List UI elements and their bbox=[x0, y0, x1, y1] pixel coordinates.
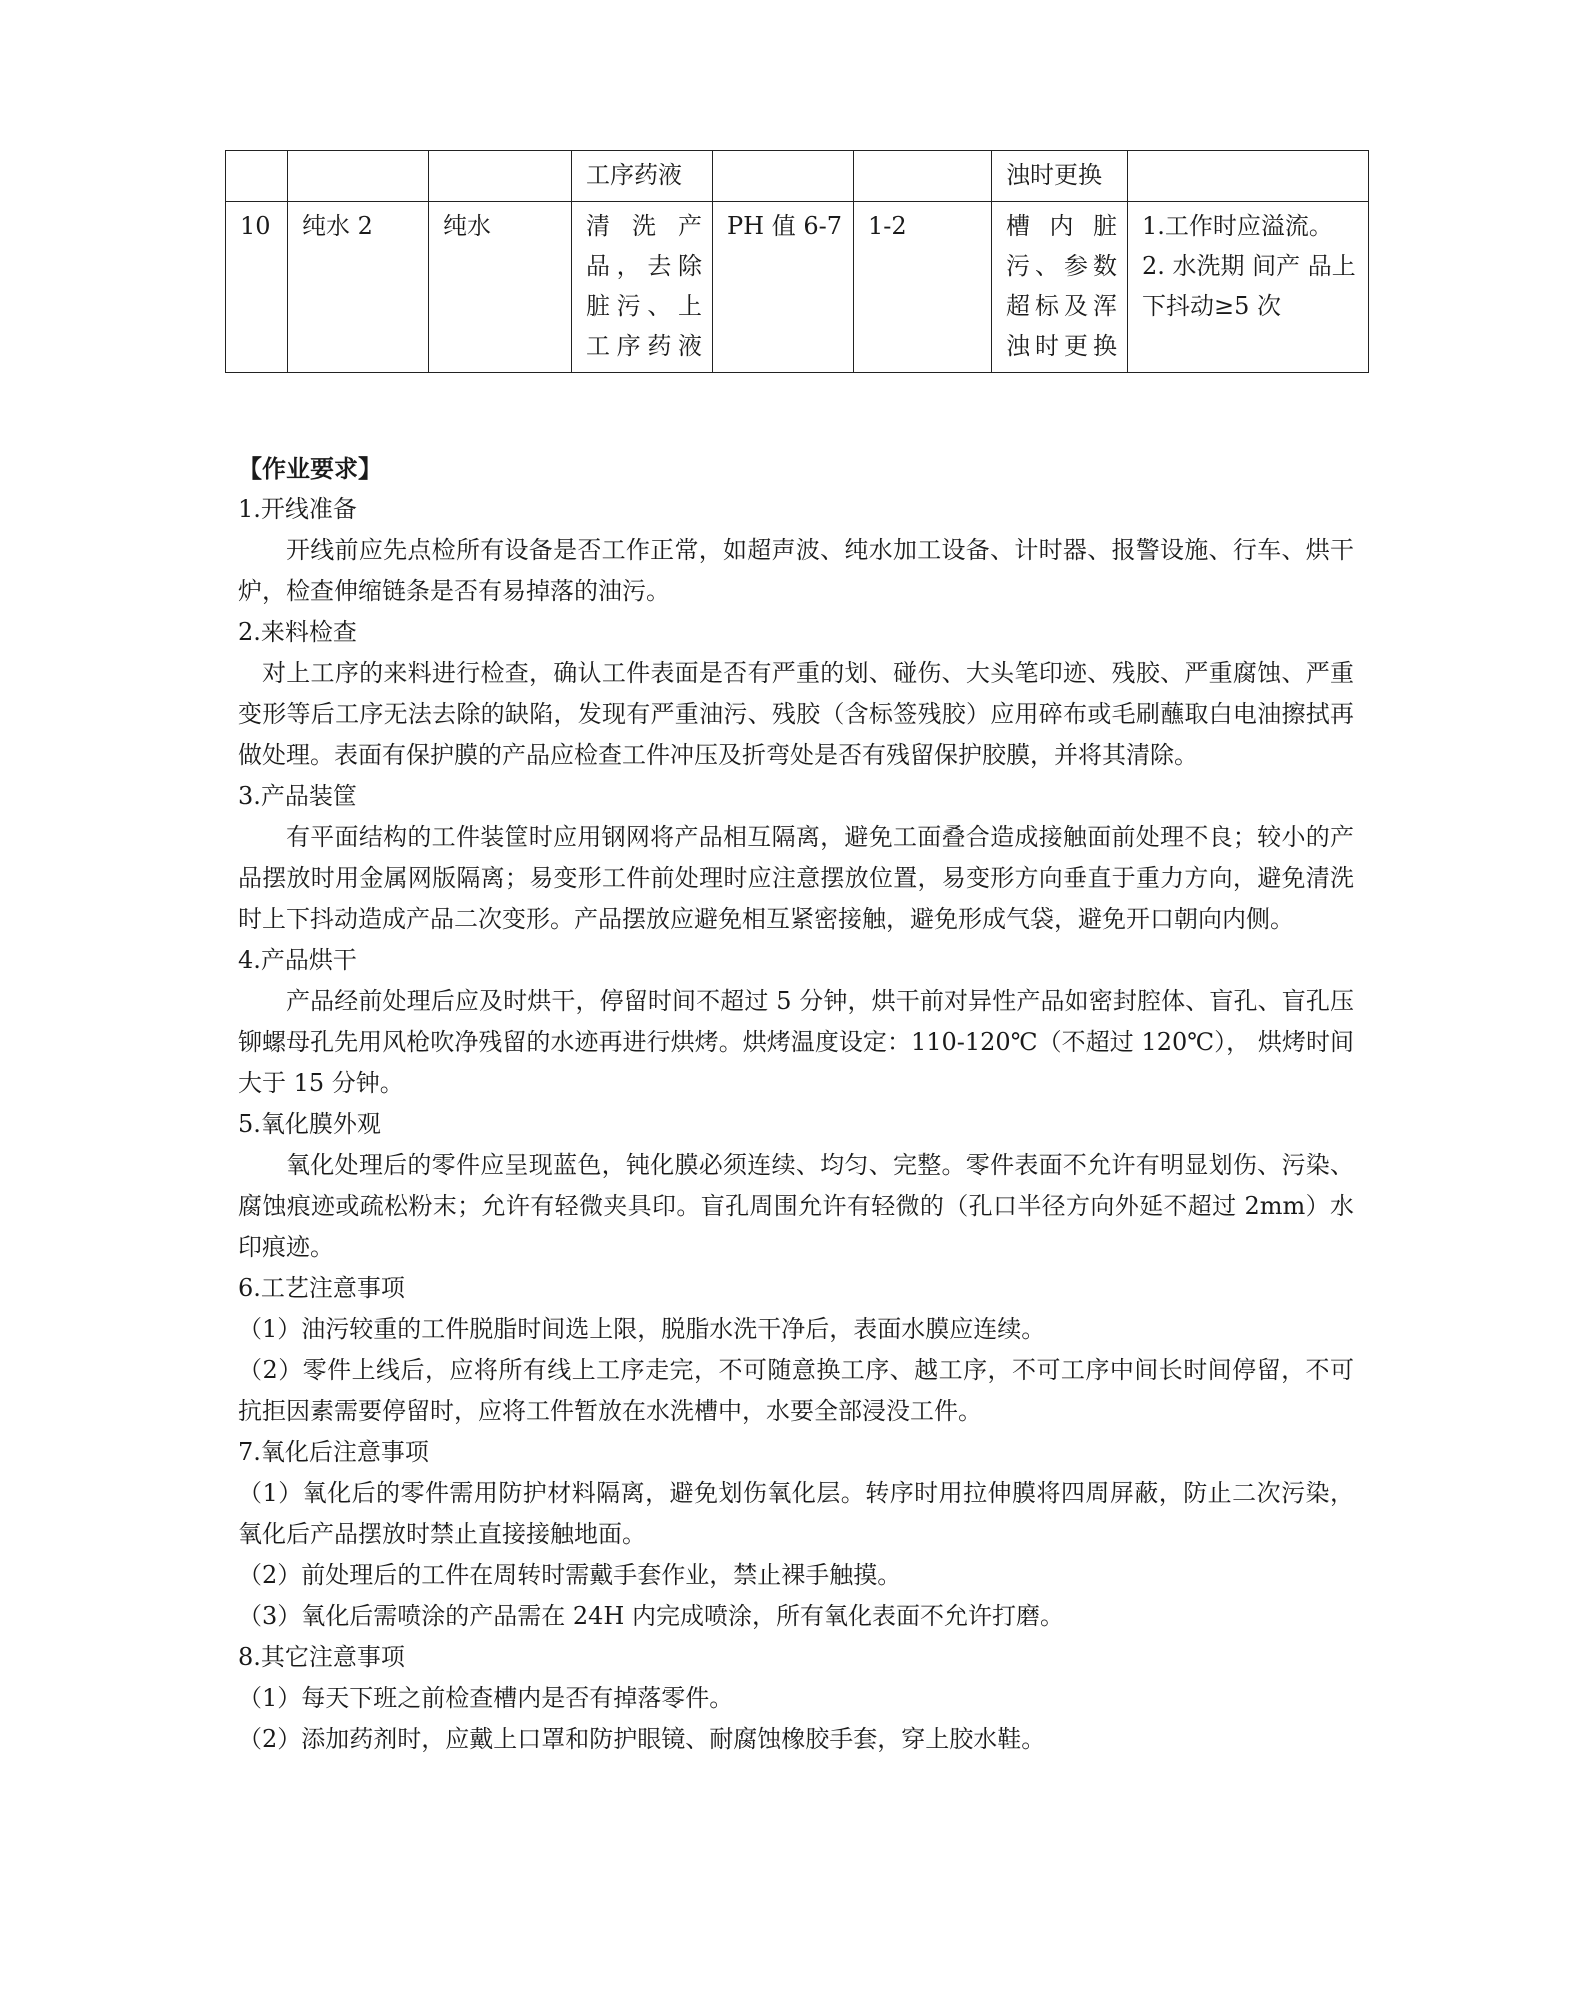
cell-replace: 浊时更换 bbox=[992, 151, 1128, 202]
cell-replace: 槽内脏污、参数超标及浑浊时更换 bbox=[992, 202, 1128, 373]
cell-time: 1-2 bbox=[854, 202, 992, 373]
section-heading: 2.来料检查 bbox=[238, 618, 357, 646]
paragraph: 产品经前处理后应及时烘干，停留时间不超过 5 分钟，烘干前对异性产品如密封腔体、盲孔、盲孔压铆螺母孔先用风枪吹净残留的水迹再进行烘烤。烘烤温度设定：110-120℃（不超过 120℃）， 烘烤时间大于 15 分钟。 bbox=[238, 987, 1354, 1097]
cell-no bbox=[226, 151, 288, 202]
list-item: （2）零件上线后，应将所有线上工序走完，不可随意换工序、越工序，不可工序中间长时间停留，不可抗拒因素需要停留时，应将工件暂放在水洗槽中，水要全部浸没工件。 bbox=[238, 1356, 1354, 1425]
cell-name: 纯水 2 bbox=[288, 202, 429, 373]
cell-remark bbox=[1128, 202, 1369, 373]
cell-remark bbox=[1128, 151, 1369, 202]
section-heading: 4.产品烘干 bbox=[238, 946, 357, 974]
section-title: 【作业要求】 bbox=[238, 454, 382, 483]
remark-line: 2. 水洗期 间产 品上下抖动≥5 次 bbox=[1142, 252, 1356, 320]
paragraph: 氧化处理后的零件应呈现蓝色，钝化膜必须连续、均匀、完整。零件表面不允许有明显划伤、污染、腐蚀痕迹或疏松粉末；允许有轻微夹具印。盲孔周围允许有轻微的（孔口半径方向外延不超过 2mm）水印痕迹。 bbox=[238, 1151, 1354, 1261]
list-item: （3）氧化后需喷涂的产品需在 24H 内完成喷涂，所有氧化表面不允许打磨。 bbox=[238, 1602, 1064, 1630]
section-heading: 5.氧化膜外观 bbox=[238, 1110, 381, 1138]
cell-no: 10 bbox=[226, 202, 288, 373]
cell-medium bbox=[429, 151, 572, 202]
cell-name bbox=[288, 151, 429, 202]
cell-time bbox=[854, 151, 992, 202]
cell-param: PH 值 6-7 bbox=[713, 202, 854, 373]
remark-line: 1.工作时应溢流。 bbox=[1142, 212, 1333, 240]
paragraph: 对上工序的来料进行检查，确认工件表面是否有严重的划、碰伤、大头笔印迹、残胶、严重腐蚀、严重变形等后工序无法去除的缺陷，发现有严重油污、残胶（含标签残胶）应用碎布或毛刷蘸取白电油擦拭再做处理。表面有保护膜的产品应检查工件冲压及折弯处是否有残留保护胶膜，并将其清除。 bbox=[238, 659, 1354, 769]
table-row bbox=[226, 202, 1369, 373]
section-heading: 6.工艺注意事项 bbox=[238, 1274, 405, 1302]
list-item: （2）添加药剂时，应戴上口罩和防护眼镜、耐腐蚀橡胶手套，穿上胶水鞋。 bbox=[238, 1725, 1046, 1753]
list-item: （1）油污较重的工件脱脂时间选上限，脱脂水洗干净后，表面水膜应连续。 bbox=[238, 1315, 1046, 1343]
paragraph: 有平面结构的工件装筐时应用钢网将产品相互隔离，避免工面叠合造成接触面前处理不良；较小的产品摆放时用金属网版隔离；易变形工件前处理时应注意摆放位置，易变形方向垂直于重力方向，避免清洗时上下抖动造成产品二次变形。产品摆放应避免相互紧密接触，避免形成气袋，避免开口朝向内侧。 bbox=[238, 823, 1354, 933]
list-item: （1）氧化后的零件需用防护材料隔离，避免划伤氧化层。转序时用拉伸膜将四周屏蔽，防止二次污染，氧化后产品摆放时禁止直接接触地面。 bbox=[238, 1479, 1354, 1548]
work-requirements bbox=[238, 448, 1354, 1760]
section-heading: 3.产品装筐 bbox=[238, 782, 357, 810]
list-item: （1）每天下班之前检查槽内是否有掉落零件。 bbox=[238, 1684, 734, 1712]
cell-purpose: 清洗产品，去除脏污、上工序药液 bbox=[572, 202, 713, 373]
cell-param bbox=[713, 151, 854, 202]
list-item: （2）前处理后的工件在周转时需戴手套作业，禁止裸手触摸。 bbox=[238, 1561, 902, 1589]
paragraph: 开线前应先点检所有设备是否工作正常，如超声波、纯水加工设备、计时器、报警设施、行车、烘干炉，检查伸缩链条是否有易掉落的油污。 bbox=[238, 536, 1354, 605]
process-table bbox=[225, 150, 1369, 373]
section-heading: 7.氧化后注意事项 bbox=[238, 1438, 429, 1466]
section-heading: 1.开线准备 bbox=[238, 495, 357, 523]
cell-medium: 纯水 bbox=[429, 202, 572, 373]
section-heading: 8.其它注意事项 bbox=[238, 1643, 405, 1671]
table-row bbox=[226, 151, 1369, 202]
cell-purpose: 工序药液 bbox=[572, 151, 713, 202]
